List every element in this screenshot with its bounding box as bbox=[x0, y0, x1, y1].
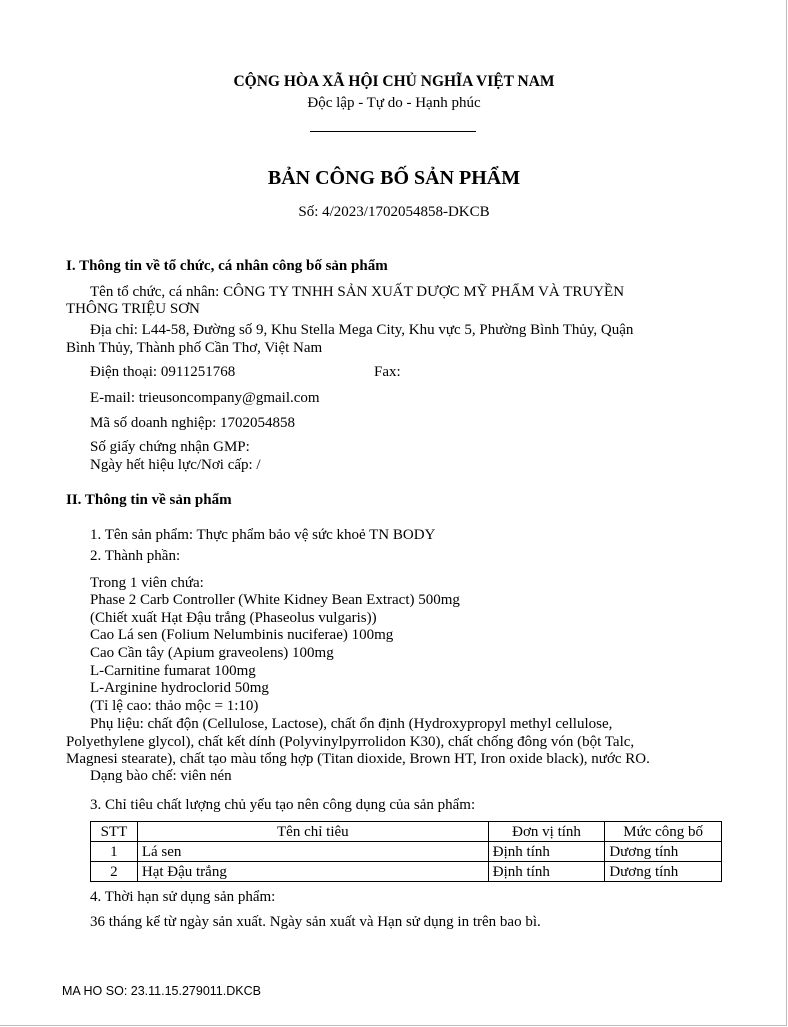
national-motto: Độc lập - Tự do - Hạnh phúc bbox=[307, 95, 481, 111]
fax: Fax: bbox=[374, 364, 401, 380]
cell-level: Dương tính bbox=[605, 842, 722, 862]
header-level: Mức công bố bbox=[605, 822, 722, 842]
composition-line: Cao Cần tây (Apium graveolens) 100mg bbox=[90, 645, 334, 661]
excipients-line3: Magnesi stearate), chất tạo màu tổng hợp (Titan dioxide, Brown HT, Iron oxide black), nước RO. bbox=[66, 751, 650, 767]
shelf-life-heading: 4. Thời hạn sử dụng sản phẩm: bbox=[90, 889, 276, 905]
product-name: 1. Tên sản phẩm: Thực phẩm bảo vệ sức khoẻ TN BODY bbox=[90, 527, 436, 543]
composition-line: (Tỉ lệ cao: thảo mộc = 1:10) bbox=[90, 698, 259, 714]
composition-line: L-Arginine hydroclorid 50mg bbox=[90, 680, 269, 696]
document-title: BẢN CÔNG BỐ SẢN PHẨM bbox=[267, 167, 521, 189]
cell-unit: Định tính bbox=[488, 842, 605, 862]
section1-heading: I. Thông tin về tổ chức, cá nhân công bố sản phẩm bbox=[66, 258, 388, 274]
country-name: CỘNG HÒA XÃ HỘI CHỦ NGHĨA VIỆT NAM bbox=[233, 73, 555, 90]
address-line2: Bình Thủy, Thành phố Cần Thơ, Việt Nam bbox=[66, 340, 323, 356]
cell-stt: 2 bbox=[91, 862, 138, 882]
address-line1: Địa chỉ: L44-58, Đường số 9, Khu Stella Mega City, Khu vực 5, Phường Bình Thủy, Quận bbox=[90, 322, 634, 338]
table-header-row bbox=[91, 822, 722, 842]
org-name-line1: Tên tổ chức, cá nhân: CÔNG TY TNHH SẢN XUẤT DƯỢC MỸ PHẨM VÀ TRUYỀN bbox=[90, 284, 625, 300]
gmp-certificate: Số giấy chứng nhận GMP: bbox=[90, 439, 250, 455]
org-name-line2: THÔNG TRIỆU SƠN bbox=[66, 301, 200, 317]
table-row bbox=[91, 862, 722, 882]
composition-label: 2. Thành phần: bbox=[90, 548, 181, 564]
quality-table bbox=[90, 821, 722, 882]
shelf-life-text: 36 tháng kể từ ngày sản xuất. Ngày sản xuất và Hạn sử dụng in trên bao bì. bbox=[90, 914, 541, 930]
excipients-line1: Phụ liệu: chất độn (Cellulose, Lactose), chất ổn định (Hydroxypropyl methyl cellulose, bbox=[90, 716, 613, 732]
cell-stt: 1 bbox=[91, 842, 138, 862]
header-stt: STT bbox=[91, 822, 138, 842]
expiry-issuer: Ngày hết hiệu lực/Nơi cấp: / bbox=[90, 457, 261, 473]
excipients-line2: Polyethylene glycol), chất kết dính (Polyvinylpyrrolidon K30), chất chống đông vón (bột Talc, bbox=[66, 734, 635, 750]
composition-line: Trong 1 viên chứa: bbox=[90, 575, 204, 591]
email: E-mail: trieusoncompany@gmail.com bbox=[90, 390, 320, 406]
composition-line: L-Carnitine fumarat 100mg bbox=[90, 663, 256, 679]
dosage-form: Dạng bào chế: viên nén bbox=[90, 768, 232, 784]
composition-line: Cao Lá sen (Folium Nelumbinis nuciferae) 100mg bbox=[90, 627, 394, 643]
header-divider bbox=[310, 131, 476, 132]
cell-criterion: Hạt Đậu trắng bbox=[137, 862, 488, 882]
cell-criterion: Lá sen bbox=[137, 842, 488, 862]
tax-code: Mã số doanh nghiệp: 1702054858 bbox=[90, 415, 295, 431]
header-unit: Đơn vị tính bbox=[488, 822, 605, 842]
document-number: Số: 4/2023/1702054858-DKCB bbox=[298, 204, 490, 220]
table-row bbox=[91, 842, 722, 862]
phone: Điện thoại: 0911251768 bbox=[90, 364, 236, 380]
section2-heading: II. Thông tin về sản phẩm bbox=[66, 492, 232, 508]
composition-line: (Chiết xuất Hạt Đậu trắng (Phaseolus vulgaris)) bbox=[90, 610, 377, 626]
header-criterion: Tên chỉ tiêu bbox=[137, 822, 488, 842]
cell-level: Dương tính bbox=[605, 862, 722, 882]
record-code: MA HO SO: 23.11.15.279011.DKCB bbox=[62, 984, 261, 998]
composition-line: Phase 2 Carb Controller (White Kidney Bean Extract) 500mg bbox=[90, 592, 460, 608]
cell-unit: Định tính bbox=[488, 862, 605, 882]
quality-heading: 3. Chỉ tiêu chất lượng chủ yếu tạo nên công dụng của sản phẩm: bbox=[90, 797, 476, 813]
